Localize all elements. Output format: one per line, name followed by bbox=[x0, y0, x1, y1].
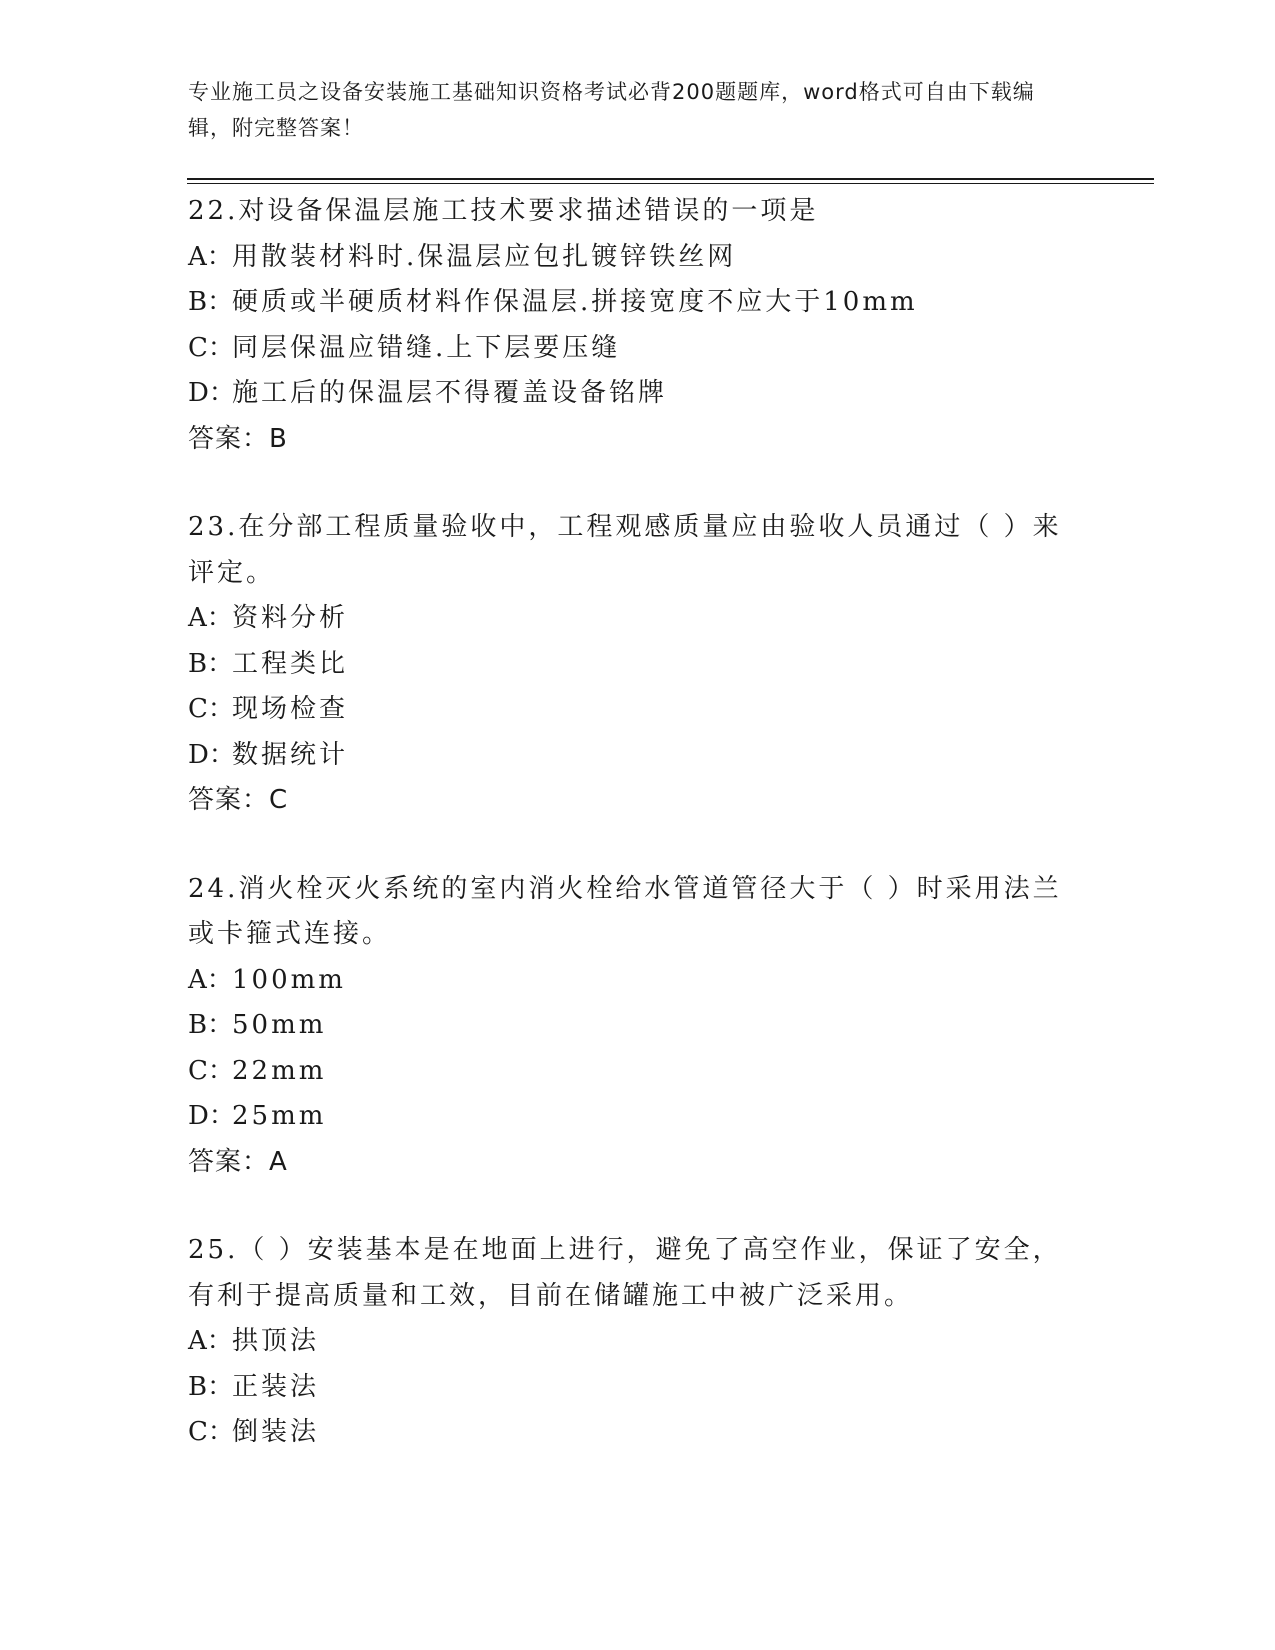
question-list bbox=[188, 189, 1088, 1499]
option-text: 25mm bbox=[232, 1101, 327, 1131]
option-d bbox=[188, 371, 1088, 417]
option-text: 用散装材料时.保温层应包扎镀锌铁丝网 bbox=[232, 241, 737, 272]
question-stem: 24.消火栓灭火系统的室内消火栓给水管道管径大于（ ）时采用法兰或卡箍式连接。 bbox=[188, 873, 1062, 949]
header-divider-thick bbox=[187, 178, 1154, 180]
option-key: A： bbox=[188, 964, 233, 995]
option-text: 现场检查 bbox=[232, 694, 349, 724]
option-key: C： bbox=[188, 1417, 234, 1447]
option-key: C： bbox=[188, 1055, 234, 1086]
option-key: C： bbox=[188, 332, 234, 363]
option-key: B： bbox=[188, 1010, 234, 1040]
question-stem: 22.对设备保温层施工技术要求描述错误的一项是 bbox=[188, 196, 819, 226]
option-text: 工程类比 bbox=[232, 648, 349, 679]
option-text: 100mm bbox=[232, 964, 346, 995]
option-b bbox=[188, 1003, 1088, 1049]
answer: 答案：B bbox=[188, 423, 288, 454]
option-text: 倒装法 bbox=[232, 1417, 320, 1447]
question-23 bbox=[188, 505, 1088, 824]
option-key: D： bbox=[188, 378, 235, 408]
option-text: 50mm bbox=[232, 1010, 327, 1040]
answer: 答案：C bbox=[188, 785, 289, 815]
option-text: 同层保温应错缝.上下层要压缝 bbox=[232, 332, 621, 363]
question-stem: 25.（ ）安装基本是在地面上进行，避免了高空作业，保证了安全，有利于提高质量和工效，目前在储罐施工中被广泛采用。 bbox=[188, 1235, 1062, 1311]
document-header: 专业施工员之设备安装施工基础知识资格考试必背200题题库，word格式可自由下载编辑，附完整答案！ bbox=[188, 80, 1035, 140]
option-c bbox=[188, 326, 1088, 372]
option-b bbox=[188, 280, 1088, 326]
option-key: A： bbox=[188, 603, 233, 633]
option-text: 拱顶法 bbox=[232, 1326, 320, 1356]
option-key: A： bbox=[188, 241, 233, 272]
option-b bbox=[188, 642, 1088, 688]
header-divider-thin bbox=[187, 183, 1154, 184]
option-c bbox=[188, 687, 1088, 733]
option-key: B： bbox=[188, 1371, 234, 1402]
option-d bbox=[188, 1094, 1088, 1140]
option-c bbox=[188, 1410, 1088, 1456]
option-key: B： bbox=[188, 287, 234, 317]
question-25 bbox=[188, 1228, 1088, 1456]
option-a bbox=[188, 1319, 1088, 1365]
option-d bbox=[188, 733, 1088, 779]
question-24 bbox=[188, 867, 1088, 1186]
option-key: A： bbox=[188, 1326, 233, 1356]
option-a bbox=[188, 596, 1088, 642]
option-text: 22mm bbox=[232, 1055, 327, 1086]
question-22 bbox=[188, 189, 1088, 462]
option-a bbox=[188, 958, 1088, 1004]
option-text: 施工后的保温层不得覆盖设备铭牌 bbox=[232, 378, 668, 408]
option-text: 正装法 bbox=[232, 1371, 320, 1402]
option-b bbox=[188, 1365, 1088, 1411]
answer: 答案：A bbox=[188, 1146, 288, 1177]
option-key: D： bbox=[188, 739, 235, 770]
option-key: B： bbox=[188, 648, 234, 679]
option-text: 数据统计 bbox=[232, 739, 349, 770]
option-c bbox=[188, 1049, 1088, 1095]
option-key: C： bbox=[188, 694, 234, 724]
option-key: D： bbox=[188, 1101, 235, 1131]
option-text: 资料分析 bbox=[232, 603, 349, 633]
option-text: 硬质或半硬质材料作保温层.拼接宽度不应大于10mm bbox=[232, 287, 918, 317]
option-a bbox=[188, 235, 1088, 281]
question-stem: 23.在分部工程质量验收中，工程观感质量应由验收人员通过（ ）来评定。 bbox=[188, 512, 1062, 588]
